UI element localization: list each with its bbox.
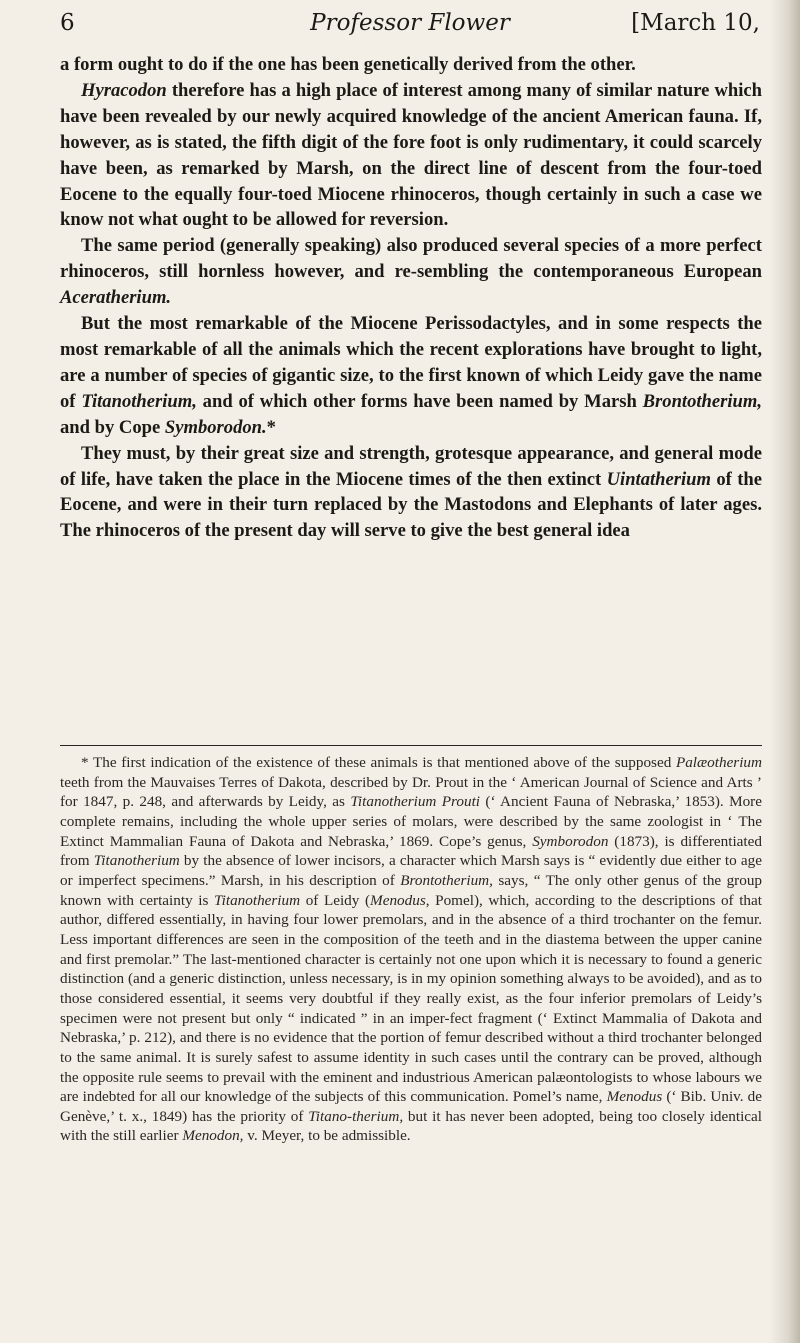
text-run: and of which other forms have been named by Marsh (196, 390, 643, 412)
text-run: (‘ Ancient Fauna of Nebraska,’ 1853). More complete remains, including the whole upper series of molars, were described by the same zoologist in ‘ The Extinct Mammalian Fauna of Dakota and Nebraska,’ 1869. Cope’s genus, (60, 793, 762, 850)
running-date: [March 10, (631, 10, 760, 36)
text-run: (‘ Bib. Univ. de Genève,’ t. x., 1849) has the priority of (60, 1088, 762, 1125)
text-run: of the Eocene, and were in their turn replaced by the Mastodons and Elephants of later ages. The rhinoceros of the present day will serve to give the best general idea (60, 468, 762, 542)
text-run: (1873), is differentiated from (60, 832, 762, 870)
italic-term: Menodon, (182, 1127, 244, 1145)
text-run: teeth from the Mauvaises Terres of Dakota, described by Dr. Prout in the ‘ American Journal of Science and Arts ’ for 1847, p. 248, and afterwards by Leidy, as (60, 773, 762, 811)
text-run: by the absence of lower incisors, a character which Marsh says is “ evidently due either to age or imperfect specimens.” Marsh, in his description of (60, 852, 762, 889)
italic-term: Brontotherium, (400, 871, 493, 889)
italic-term: Symborodon (532, 832, 609, 850)
running-title: Professor Flower (310, 10, 510, 36)
paragraph (60, 233, 762, 311)
footnote-rule (60, 745, 762, 746)
text-run: of Leidy ( (300, 891, 371, 909)
text-run: They must, by their great size and strength, grotesque appearance, and general mode of life, have taken the place in the Miocene times of the then extinct (60, 442, 762, 490)
page-number: 6 (60, 10, 75, 36)
italic-term: Titanotherium, (81, 390, 197, 412)
footnote (60, 753, 762, 1146)
text-run: v. Meyer, to be admissible. (243, 1127, 411, 1145)
text-run: therefore has a high place of interest among many of similar nature which have been revealed by our newly acquired knowledge of the ancient American fauna. If, however, as is stated, the fifth digit of the fore foot is only rudimentary, it could scarcely have been, as remarked by Marsh, on the direct line of descent from the four-toed Eocene to the equally four-toed Miocene rhinoceros, though certainly in such a case we know not what ought to be allowed for reversion. (60, 79, 762, 231)
text-run: But the most remarkable of the Miocene Perissodactyles, and in some respects the most remarkable of all the animals which the recent explorations have brought to light, are a number of species of gigantic size, to the first known of which Leidy gave the name of (60, 313, 762, 412)
italic-term: Brontotherium, (642, 390, 762, 412)
italic-term: Uintatherium (606, 468, 711, 490)
text-run: * (266, 416, 276, 438)
italic-term: Titano-therium, (308, 1107, 404, 1125)
text-run: a form ought to do if the one has been genetically derived from the other. (60, 54, 636, 75)
italic-term: Menodus (370, 891, 426, 909)
main-text (60, 52, 762, 544)
paragraph (60, 78, 762, 233)
paragraph (60, 441, 762, 545)
italic-term: Titanotherium (93, 852, 180, 870)
italic-term: Aceratherium. (60, 287, 172, 309)
text-run: The same period (generally speaking) also produced several species of a more perfect rhinoceros, still hornless however, and re-sembling the contemporaneous European (60, 235, 762, 283)
text-run: , Pomel), which, according to the descriptions of that author, differed essentially, in having four lower premolars, and in the absence of a third trochanter on the femur. Less important differences are seen in the composition of the teeth and in the diastema between the upper canine and first premolar.” The last-mentioned character is certainly not one upon which it is necessary to found a generic distinction (and a generic distinction, unless necessary, is in my opinion something always to be avoided), and as to those considered essential, it seems very doubtful if they really exist, as the four inferior premolars of Leidy’s specimen were not present but only “ indicated ” in an imper-fect fragment (‘ Extinct Mammalia of Dakota and Nebraska,’ p. 212), and there is no evidence that the portion of femur described without a third trochanter belonged to the same animal. It is surely safest to assume identity in such cases until the contrary can be proved, although the opposite rule seems to prevail with the eminent and industrious American palæontologists to whose labours we are indebted for all our knowledge of the subjects of this communication. Pomel’s name, (60, 891, 762, 1106)
italic-term: Menodus (606, 1088, 663, 1106)
paragraph (60, 52, 762, 78)
italic-term: Hyracodon (81, 79, 167, 101)
text-run: and by Cope (60, 416, 165, 438)
italic-term: Titanotherium Prouti (350, 793, 481, 811)
text-run: but it has never been adopted, being too closely identical with the still earlier (60, 1107, 762, 1145)
italic-term: Palæotherium (675, 754, 762, 771)
text-run: says, “ The only other genus of the group known with certainty is (60, 871, 763, 909)
running-header (60, 8, 760, 42)
italic-term: Titanotherium (214, 891, 301, 909)
paragraph (60, 311, 762, 441)
page-edge-shadow (770, 0, 800, 1343)
italic-term: Symborodon. (164, 416, 267, 438)
footnote-paragraph (60, 753, 762, 1146)
text-run: * The first indication of the existence of these animals is that mentioned above of the supposed (81, 754, 676, 771)
